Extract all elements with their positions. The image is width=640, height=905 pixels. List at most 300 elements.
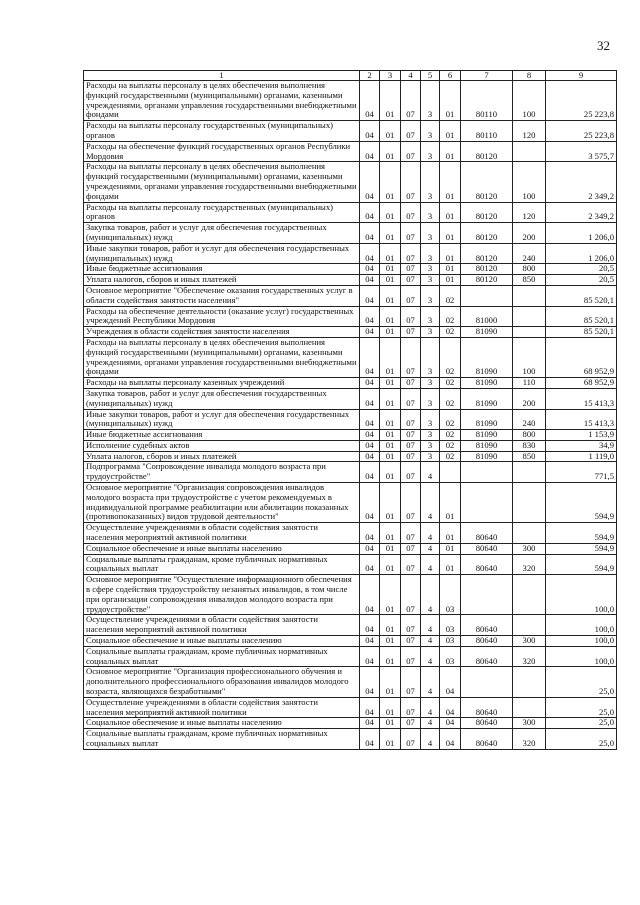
cell-code-3: 01 [380,440,401,451]
table-row [84,388,617,409]
cell-code-6: 01 [440,483,461,523]
table-row [84,697,617,718]
cell-code-3: 01 [380,667,401,697]
cell-code-5: 4 [421,554,440,575]
cell-code-4: 07 [401,636,421,647]
cell-code-3: 01 [380,275,401,286]
cell-code-5: 4 [421,523,440,544]
cell-code-2: 04 [360,327,380,338]
cell-code-6: 01 [440,543,461,554]
cell-code-4: 07 [401,162,421,202]
cell-name: Осуществление учреждениями в области содействия занятости населения мероприятий активной политики [84,523,360,544]
cell-code-8 [513,697,546,718]
cell-code-3: 01 [380,81,401,121]
cell-code-6 [440,462,461,483]
cell-code-6: 01 [440,264,461,275]
cell-code-6: 02 [440,337,461,377]
cell-name: Социальные выплаты гражданам, кроме публичных нормативных социальных выплат [84,554,360,575]
cell-code-2: 04 [360,430,380,441]
cell-code-8 [513,327,546,338]
cell-name: Иные закупки товаров, работ и услуг для обеспечения государственных (муниципальных) нужд [84,243,360,264]
cell-code-8: 200 [513,223,546,244]
cell-code-7: 80640 [461,697,513,718]
cell-code-3: 01 [380,451,401,462]
cell-code-6: 02 [440,306,461,327]
cell-code-8: 120 [513,202,546,223]
cell-code-6: 01 [440,554,461,575]
cell-code-3: 01 [380,337,401,377]
cell-amount: 1 119,0 [546,451,617,462]
table-header-row [84,71,617,81]
cell-code-5: 3 [421,388,440,409]
cell-code-3: 01 [380,306,401,327]
header-cell-9: 9 [546,71,617,81]
cell-code-6: 04 [440,729,461,750]
cell-code-4: 07 [401,264,421,275]
cell-code-5: 3 [421,275,440,286]
cell-code-4: 07 [401,223,421,244]
cell-code-2: 04 [360,337,380,377]
page-number: 32 [597,38,610,53]
cell-code-5: 3 [421,409,440,430]
cell-code-5: 4 [421,483,440,523]
cell-name: Расходы на обеспечение функций государственных органов Республики Мордовия [84,141,360,162]
table-row [84,223,617,244]
table-row [84,162,617,202]
cell-code-4: 07 [401,306,421,327]
header-cell-8: 8 [513,71,546,81]
cell-code-7: 80120 [461,223,513,244]
cell-code-8: 240 [513,243,546,264]
cell-code-7: 80640 [461,554,513,575]
cell-amount: 3 575,7 [546,141,617,162]
cell-code-3: 01 [380,202,401,223]
table-row [84,264,617,275]
cell-amount: 25,0 [546,718,617,729]
table-row [84,81,617,121]
cell-code-7: 81090 [461,388,513,409]
cell-code-3: 01 [380,409,401,430]
cell-amount: 1 153,9 [546,430,617,441]
table-row [84,554,617,575]
cell-code-8: 800 [513,430,546,441]
cell-code-5: 4 [421,575,440,615]
table-row [84,141,617,162]
cell-amount: 594,9 [546,483,617,523]
cell-code-7: 80120 [461,162,513,202]
cell-code-2: 04 [360,162,380,202]
cell-code-5: 3 [421,162,440,202]
cell-code-2: 04 [360,646,380,667]
cell-code-5: 3 [421,337,440,377]
cell-code-3: 01 [380,264,401,275]
table-row [84,483,617,523]
cell-code-6: 01 [440,202,461,223]
cell-code-7 [461,285,513,306]
cell-name: Социальное обеспечение и иные выплаты населению [84,543,360,554]
cell-code-4: 07 [401,430,421,441]
cell-amount: 1 206,0 [546,243,617,264]
cell-code-2: 04 [360,523,380,544]
table-row [84,243,617,264]
cell-code-6: 02 [440,430,461,441]
cell-code-3: 01 [380,162,401,202]
budget-table [83,70,617,750]
cell-code-7: 80640 [461,636,513,647]
cell-code-4: 07 [401,483,421,523]
cell-code-6: 02 [440,409,461,430]
cell-code-3: 01 [380,223,401,244]
cell-code-8 [513,306,546,327]
cell-code-6: 02 [440,451,461,462]
cell-code-2: 04 [360,388,380,409]
cell-code-7: 80640 [461,718,513,729]
cell-code-3: 01 [380,636,401,647]
cell-code-5: 3 [421,440,440,451]
cell-code-7: 81090 [461,337,513,377]
cell-code-7: 80640 [461,543,513,554]
cell-code-3: 01 [380,462,401,483]
table-row [84,430,617,441]
cell-code-8: 100 [513,162,546,202]
cell-code-2: 04 [360,615,380,636]
cell-code-8: 300 [513,718,546,729]
cell-name: Социальное обеспечение и иные выплаты населению [84,718,360,729]
cell-amount: 15 413,3 [546,388,617,409]
cell-code-5: 4 [421,729,440,750]
cell-code-2: 04 [360,554,380,575]
cell-code-8 [513,285,546,306]
cell-code-4: 07 [401,646,421,667]
cell-code-5: 3 [421,243,440,264]
table-row [84,409,617,430]
cell-code-2: 04 [360,462,380,483]
cell-code-3: 01 [380,729,401,750]
cell-amount: 85 520,1 [546,327,617,338]
cell-code-4: 07 [401,440,421,451]
cell-code-6: 02 [440,327,461,338]
cell-code-4: 07 [401,729,421,750]
cell-code-8: 320 [513,554,546,575]
cell-code-8: 800 [513,264,546,275]
cell-code-5: 3 [421,306,440,327]
cell-code-5: 4 [421,543,440,554]
cell-code-3: 01 [380,543,401,554]
cell-code-6: 01 [440,223,461,244]
table-row [84,121,617,142]
cell-amount: 594,9 [546,554,617,575]
cell-code-8: 320 [513,646,546,667]
cell-code-6: 03 [440,575,461,615]
cell-code-5: 4 [421,718,440,729]
cell-code-8 [513,615,546,636]
header-cell-3: 3 [380,71,401,81]
cell-code-7: 81090 [461,430,513,441]
cell-code-8 [513,667,546,697]
cell-code-4: 07 [401,451,421,462]
cell-code-5: 4 [421,636,440,647]
table-row [84,451,617,462]
cell-code-3: 01 [380,378,401,389]
cell-code-8 [513,462,546,483]
cell-code-6: 01 [440,523,461,544]
cell-code-3: 01 [380,388,401,409]
cell-code-4: 07 [401,327,421,338]
cell-code-7: 80120 [461,275,513,286]
cell-code-6: 02 [440,388,461,409]
table-row [84,285,617,306]
cell-code-4: 07 [401,337,421,377]
cell-name: Закупка товаров, работ и услуг для обеспечения государственных (муниципальных) нужд [84,388,360,409]
cell-code-5: 4 [421,615,440,636]
cell-code-8: 850 [513,451,546,462]
table-row [84,378,617,389]
cell-code-7 [461,667,513,697]
cell-code-2: 04 [360,543,380,554]
cell-code-2: 04 [360,451,380,462]
cell-code-7 [461,462,513,483]
cell-amount: 771,5 [546,462,617,483]
cell-code-2: 04 [360,264,380,275]
cell-code-4: 07 [401,388,421,409]
cell-code-2: 04 [360,636,380,647]
header-cell-6: 6 [440,71,461,81]
table-row [84,523,617,544]
cell-amount: 85 520,1 [546,306,617,327]
cell-code-7: 81090 [461,378,513,389]
cell-code-5: 4 [421,667,440,697]
cell-name: Уплата налогов, сборов и иных платежей [84,451,360,462]
cell-code-4: 07 [401,718,421,729]
table-row [84,646,617,667]
cell-amount: 100,0 [546,646,617,667]
cell-name: Основное мероприятие "Организация профессионального обучения и дополнительного профессионального образования инвалидов молодого возраста, являющихся безработными" [84,667,360,697]
budget-table-body [84,71,617,750]
cell-name: Учреждения в области содействия занятости населения [84,327,360,338]
cell-code-3: 01 [380,483,401,523]
cell-amount: 2 349,2 [546,202,617,223]
cell-code-3: 01 [380,285,401,306]
cell-code-3: 01 [380,575,401,615]
cell-code-6: 04 [440,697,461,718]
cell-code-7: 80120 [461,243,513,264]
cell-code-4: 07 [401,554,421,575]
cell-code-6: 03 [440,615,461,636]
cell-code-2: 04 [360,575,380,615]
cell-code-7: 80120 [461,202,513,223]
cell-code-7: 81090 [461,409,513,430]
cell-name: Исполнение судебных актов [84,440,360,451]
cell-amount: 100,0 [546,636,617,647]
cell-name: Расходы на обеспечение деятельности (оказание услуг) государственных учреждений Республики Мордовия [84,306,360,327]
table-row [84,440,617,451]
cell-amount: 100,0 [546,615,617,636]
cell-code-4: 07 [401,523,421,544]
cell-code-7: 81090 [461,451,513,462]
cell-code-8 [513,523,546,544]
cell-code-7: 80640 [461,729,513,750]
cell-name: Осуществление учреждениями в области содействия занятости населения мероприятий активной политики [84,697,360,718]
cell-name: Расходы на выплаты персоналу в целях обеспечения выполнения функций государственными (муниципальными) органами, казенными учреждениями, органами управления государственными внебюджетными фондами [84,337,360,377]
cell-code-6: 01 [440,81,461,121]
cell-code-6: 02 [440,285,461,306]
cell-amount: 594,9 [546,543,617,554]
cell-name: Иные бюджетные ассигнования [84,264,360,275]
cell-code-3: 01 [380,697,401,718]
cell-name: Социальные выплаты гражданам, кроме публичных нормативных социальных выплат [84,729,360,750]
header-cell-1: 1 [84,71,360,81]
cell-code-4: 07 [401,667,421,697]
cell-code-7: 81000 [461,306,513,327]
cell-name: Расходы на выплаты персоналу государственных (муниципальных) органов [84,202,360,223]
cell-name: Уплата налогов, сборов и иных платежей [84,275,360,286]
cell-code-2: 04 [360,378,380,389]
cell-code-2: 04 [360,243,380,264]
table-row [84,462,617,483]
cell-code-4: 07 [401,141,421,162]
cell-code-6: 04 [440,718,461,729]
cell-code-2: 04 [360,121,380,142]
cell-code-2: 04 [360,409,380,430]
cell-code-3: 01 [380,523,401,544]
cell-name: Основное мероприятие "Обеспечение оказания государственных услуг в области содействия занятости населения" [84,285,360,306]
cell-code-5: 3 [421,81,440,121]
cell-code-2: 04 [360,285,380,306]
table-row [84,718,617,729]
cell-code-6: 03 [440,636,461,647]
cell-amount: 85 520,1 [546,285,617,306]
cell-code-8: 850 [513,275,546,286]
cell-code-3: 01 [380,141,401,162]
cell-code-3: 01 [380,327,401,338]
cell-code-5: 3 [421,378,440,389]
cell-code-5: 4 [421,697,440,718]
cell-amount: 25,0 [546,729,617,750]
cell-code-3: 01 [380,430,401,441]
cell-code-4: 07 [401,243,421,264]
cell-name: Иные бюджетные ассигнования [84,430,360,441]
cell-name: Социальное обеспечение и иные выплаты населению [84,636,360,647]
cell-name: Иные закупки товаров, работ и услуг для обеспечения государственных (муниципальных) нужд [84,409,360,430]
cell-code-4: 07 [401,697,421,718]
cell-code-8: 830 [513,440,546,451]
cell-code-2: 04 [360,697,380,718]
cell-code-4: 07 [401,121,421,142]
cell-code-8: 320 [513,729,546,750]
cell-code-5: 3 [421,141,440,162]
cell-code-8 [513,575,546,615]
table-row [84,575,617,615]
table-row [84,667,617,697]
cell-code-5: 3 [421,430,440,441]
cell-name: Социальные выплаты гражданам, кроме публичных нормативных социальных выплат [84,646,360,667]
cell-code-5: 3 [421,202,440,223]
cell-code-7: 81090 [461,440,513,451]
cell-code-8 [513,483,546,523]
table-row [84,202,617,223]
cell-code-7: 80640 [461,523,513,544]
cell-code-2: 04 [360,81,380,121]
cell-code-7 [461,483,513,523]
table-row [84,729,617,750]
table-row [84,337,617,377]
cell-code-2: 04 [360,223,380,244]
cell-code-4: 07 [401,275,421,286]
table-row [84,615,617,636]
cell-code-2: 04 [360,718,380,729]
cell-amount: 68 952,9 [546,337,617,377]
cell-amount: 68 952,9 [546,378,617,389]
cell-code-6: 01 [440,243,461,264]
cell-code-2: 04 [360,275,380,286]
cell-code-5: 3 [421,327,440,338]
cell-code-3: 01 [380,615,401,636]
header-cell-2: 2 [360,71,380,81]
cell-code-6: 02 [440,440,461,451]
cell-code-8: 100 [513,81,546,121]
table-row [84,636,617,647]
cell-code-4: 07 [401,575,421,615]
cell-code-8: 240 [513,409,546,430]
cell-code-5: 4 [421,646,440,667]
cell-name: Подпрограмма "Сопровождение инвалида молодого возраста при трудоустройстве" [84,462,360,483]
header-cell-5: 5 [421,71,440,81]
cell-code-6: 01 [440,162,461,202]
cell-code-3: 01 [380,121,401,142]
cell-code-6: 01 [440,275,461,286]
cell-code-2: 04 [360,483,380,523]
cell-name: Основное мероприятие "Осуществление информационного обеспечения в сфере содействия трудоустройству незанятых инвалидов, в том числе при организации сопровождения инвалидов молодого возраста при трудоустройстве" [84,575,360,615]
cell-code-4: 07 [401,378,421,389]
cell-code-4: 07 [401,615,421,636]
cell-code-5: 3 [421,264,440,275]
cell-code-3: 01 [380,646,401,667]
cell-amount: 25 223,8 [546,81,617,121]
cell-code-4: 07 [401,543,421,554]
cell-code-7: 80640 [461,646,513,667]
cell-name: Расходы на выплаты персоналу государственных (муниципальных) органов [84,121,360,142]
cell-amount: 1 206,0 [546,223,617,244]
cell-code-5: 3 [421,223,440,244]
cell-code-7: 80120 [461,264,513,275]
cell-code-5: 3 [421,285,440,306]
cell-code-4: 07 [401,202,421,223]
cell-code-7: 80120 [461,141,513,162]
cell-code-4: 07 [401,409,421,430]
cell-amount: 2 349,2 [546,162,617,202]
cell-amount: 20,5 [546,275,617,286]
cell-code-8: 120 [513,121,546,142]
cell-code-2: 04 [360,667,380,697]
cell-amount: 25,0 [546,697,617,718]
cell-code-7 [461,575,513,615]
cell-amount: 25,0 [546,667,617,697]
cell-name: Закупка товаров, работ и услуг для обеспечения государственных (муниципальных) нужд [84,223,360,244]
cell-code-6: 03 [440,646,461,667]
table-row [84,306,617,327]
cell-code-3: 01 [380,554,401,575]
cell-code-6: 01 [440,141,461,162]
cell-amount: 25 223,8 [546,121,617,142]
cell-code-6: 01 [440,121,461,142]
cell-code-7: 80110 [461,121,513,142]
cell-code-5: 3 [421,121,440,142]
table-row [84,327,617,338]
cell-code-4: 07 [401,285,421,306]
cell-code-8: 100 [513,337,546,377]
cell-code-8: 110 [513,378,546,389]
cell-code-5: 4 [421,462,440,483]
